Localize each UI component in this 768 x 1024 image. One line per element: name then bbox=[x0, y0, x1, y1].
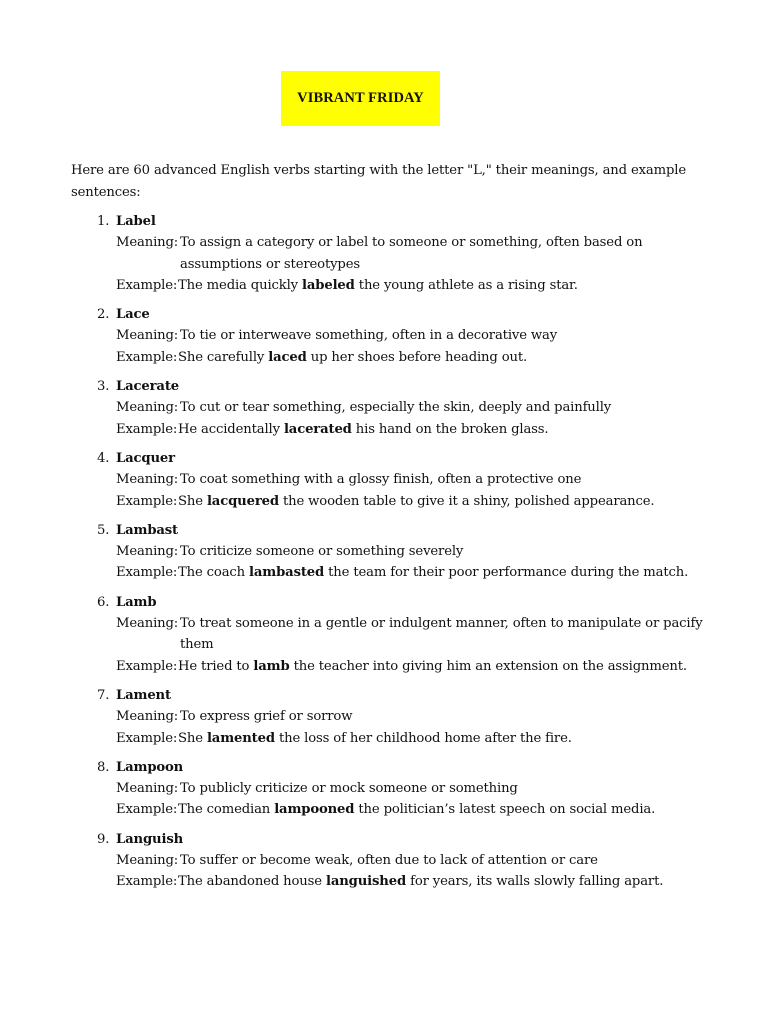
verb-number: 6. bbox=[97, 594, 110, 610]
example-label: Example: bbox=[116, 349, 178, 365]
meaning-row bbox=[116, 232, 711, 275]
meaning-row bbox=[116, 325, 711, 346]
example-text-after: for years, its walls slowly falling apart. bbox=[406, 874, 664, 890]
verb-entry bbox=[71, 520, 711, 584]
example-highlighted-verb: lacerated bbox=[283, 421, 352, 437]
verb-word: Languish bbox=[116, 831, 184, 847]
example-text-after: the wooden table to give it a shiny, polished appearance. bbox=[278, 493, 655, 509]
example-text-after: up her shoes before heading out. bbox=[306, 349, 528, 365]
example-text-before: She bbox=[178, 730, 207, 746]
verb-word: Lamb bbox=[116, 594, 157, 610]
page-title: VIBRANT FRIDAY bbox=[297, 90, 424, 106]
meaning-label: Meaning: bbox=[116, 472, 179, 488]
example-text bbox=[175, 491, 711, 512]
example-text-before: He accidentally bbox=[178, 421, 284, 437]
example-text-before: She carefully bbox=[178, 349, 269, 365]
example-text-after: his hand on the broken glass. bbox=[351, 421, 549, 437]
example-label: Example: bbox=[116, 658, 178, 674]
verb-number: 5. bbox=[97, 522, 110, 538]
example-text bbox=[175, 799, 711, 820]
example-highlighted-verb: lampooned bbox=[274, 802, 355, 818]
example-text bbox=[175, 347, 711, 368]
verb-word: Label bbox=[116, 214, 156, 229]
meaning-row bbox=[116, 778, 711, 799]
example-text bbox=[175, 275, 711, 296]
meaning-text: To treat someone in a gentle or indulgent manner, often to manipulate or pacify them bbox=[180, 616, 703, 653]
example-label: Example: bbox=[116, 565, 178, 581]
meaning-text: To cut or tear something, especially the skin, deeply and painfully bbox=[180, 400, 612, 416]
example-row bbox=[116, 656, 711, 677]
meaning-label: Meaning: bbox=[116, 544, 179, 560]
verb-number: 9. bbox=[97, 831, 110, 847]
meaning-text: To criticize someone or something severely bbox=[180, 544, 464, 560]
verb-word: Lament bbox=[116, 687, 171, 703]
verb-word: Lace bbox=[116, 307, 150, 323]
example-row bbox=[116, 275, 711, 296]
example-text bbox=[175, 871, 711, 892]
meaning-row bbox=[116, 850, 711, 871]
meaning-row bbox=[116, 706, 711, 727]
meaning-label: Meaning: bbox=[116, 328, 179, 344]
example-text-before: The abandoned house bbox=[178, 874, 326, 890]
meaning-label: Meaning: bbox=[116, 781, 179, 797]
meaning-label: Meaning: bbox=[116, 400, 179, 416]
example-highlighted-verb: languished bbox=[325, 874, 407, 890]
example-label: Example: bbox=[116, 493, 178, 509]
meaning-row bbox=[116, 469, 711, 490]
meaning-label: Meaning: bbox=[116, 853, 179, 869]
verb-entry bbox=[71, 448, 711, 512]
verb-word: Lacquer bbox=[116, 450, 175, 466]
example-text-after: the loss of her childhood home after the fire. bbox=[274, 730, 572, 746]
example-text bbox=[175, 656, 711, 677]
verb-entry bbox=[71, 685, 711, 749]
verb-entry bbox=[71, 211, 711, 296]
example-highlighted-verb: lacquered bbox=[206, 493, 279, 509]
meaning-text: To assign a category or label to someone or something, often based on assumptions or stereotypes bbox=[180, 235, 643, 272]
example-text-after: the teacher into giving him an extension on the assignment. bbox=[289, 658, 687, 674]
meaning-text: To publicly criticize or mock someone or something bbox=[180, 781, 518, 797]
verb-list bbox=[71, 211, 711, 901]
example-text-before: The media quickly bbox=[178, 277, 302, 293]
intro-paragraph: Here are 60 advanced English verbs starting with the letter "L," their meanings, and example sentences: bbox=[71, 163, 686, 200]
verb-entry bbox=[71, 757, 711, 821]
example-row bbox=[116, 871, 711, 892]
meaning-row bbox=[116, 397, 711, 418]
example-row bbox=[116, 419, 711, 440]
example-highlighted-verb: lamented bbox=[206, 730, 275, 746]
meaning-text: To suffer or become weak, often due to lack of attention or care bbox=[180, 853, 598, 869]
example-text-before: She bbox=[178, 493, 207, 509]
title-highlight-box bbox=[281, 71, 440, 126]
verb-number: 8. bbox=[97, 759, 110, 775]
example-highlighted-verb: lambasted bbox=[249, 565, 325, 581]
verb-number: 3. bbox=[97, 379, 110, 395]
example-row bbox=[116, 562, 711, 583]
example-label: Example: bbox=[116, 874, 178, 890]
example-text-before: He tried to bbox=[178, 658, 254, 674]
meaning-row bbox=[116, 541, 711, 562]
example-highlighted-verb: labeled bbox=[302, 277, 355, 293]
example-text-after: the young athlete as a rising star. bbox=[354, 277, 578, 293]
example-highlighted-verb: lamb bbox=[253, 658, 290, 674]
example-text-before: The comedian bbox=[178, 802, 275, 818]
verb-number: 1. bbox=[97, 214, 110, 229]
verb-number: 2. bbox=[97, 307, 110, 323]
example-text bbox=[175, 419, 711, 440]
meaning-text: To express grief or sorrow bbox=[180, 709, 353, 725]
verb-word: Lampoon bbox=[116, 759, 184, 775]
verb-entry bbox=[71, 829, 711, 893]
meaning-label: Meaning: bbox=[116, 235, 179, 251]
example-row bbox=[116, 491, 711, 512]
meaning-text: To coat something with a glossy finish, often a protective one bbox=[180, 472, 582, 488]
verb-word: Lambast bbox=[116, 522, 179, 538]
meaning-row bbox=[116, 613, 711, 656]
verb-number: 4. bbox=[97, 450, 110, 466]
meaning-text: To tie or interweave something, often in a decorative way bbox=[180, 328, 558, 344]
verb-entry bbox=[71, 376, 711, 440]
example-row bbox=[116, 728, 711, 749]
example-text-before: The coach bbox=[178, 565, 250, 581]
example-text bbox=[175, 562, 711, 583]
verb-entry bbox=[71, 304, 711, 368]
meaning-label: Meaning: bbox=[116, 616, 179, 632]
example-label: Example: bbox=[116, 277, 178, 293]
example-label: Example: bbox=[116, 421, 178, 437]
meaning-label: Meaning: bbox=[116, 709, 179, 725]
example-highlighted-verb: laced bbox=[268, 349, 307, 365]
example-row bbox=[116, 799, 711, 820]
verb-word: Lacerate bbox=[116, 379, 180, 395]
example-text bbox=[175, 728, 711, 749]
example-text-after: the politician’s latest speech on social media. bbox=[354, 802, 656, 818]
example-row bbox=[116, 347, 711, 368]
example-label: Example: bbox=[116, 802, 178, 818]
verb-number: 7. bbox=[97, 687, 110, 703]
verb-entry bbox=[71, 592, 711, 677]
example-text-after: the team for their poor performance during the match. bbox=[324, 565, 689, 581]
example-label: Example: bbox=[116, 730, 178, 746]
